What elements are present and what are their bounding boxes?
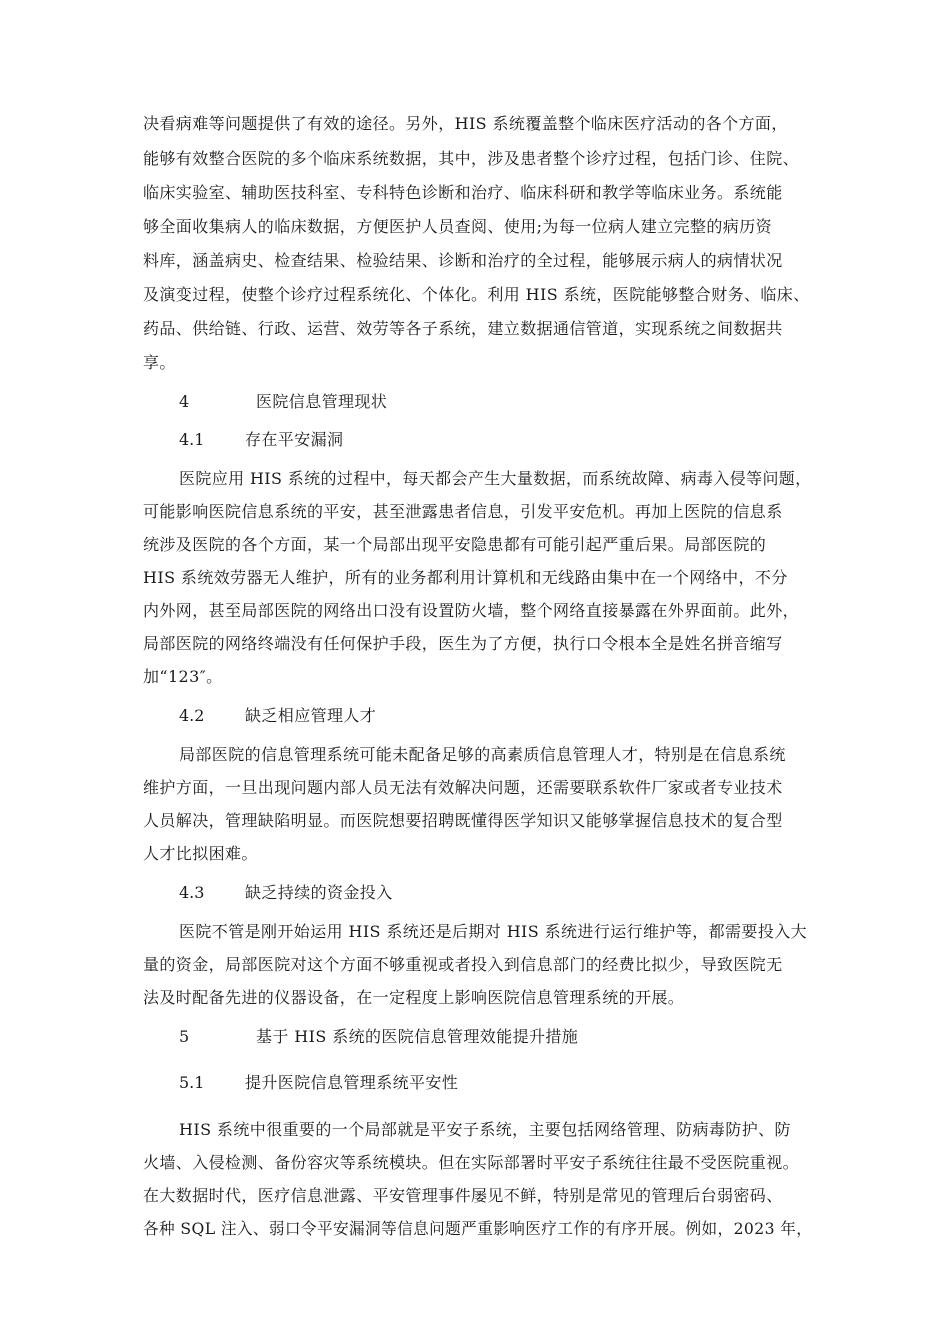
section-title: 存在平安漏洞 <box>245 430 344 449</box>
text-line: 人员解决，管理缺陷明显。而医院想要招聘既懂得医学知识又能够掌握信息技术的复合型 <box>143 811 783 830</box>
text-line: 人才比拟困难。 <box>143 844 258 863</box>
text-line: HIS 系统效劳器无人维护，所有的业务都利用计算机和无线路由集中在一个网络中，不分 <box>143 568 788 587</box>
text-line: 在大数据时代，医疗信息泄露、平安管理事件屡见不鲜，特别是常见的管理后台弱密码、 <box>143 1186 783 1205</box>
text-line: 医院应用 HIS 系统的过程中，每天都会产生大量数据，而系统故障、病毒入侵等问题， <box>179 469 812 488</box>
text-line: HIS 系统中很重要的一个局部就是平安子系统，主要包括网络管理、防病毒防护、防 <box>179 1120 791 1139</box>
section-number: 5 <box>179 1027 190 1046</box>
text-line: 临床实验室、辅助医技科室、专科特色诊断和治疗、临床科研和教学等临床业务。系统能 <box>143 183 783 202</box>
text-line: 够全面收集病人的临床数据，方便医护人员查阅、使用;为每一位病人建立完整的病历资 <box>143 217 772 236</box>
text-line: 法及时配备先进的仪器设备，在一定程度上影响医院信息管理系统的开展。 <box>143 988 685 1007</box>
text-line: 统涉及医院的各个方面，某一个局部出现平安隐患都有可能引起严重后果。局部医院的 <box>143 535 767 554</box>
text-line: 火墙、入侵检测、备份容灾等系统模块。但在实际部署时平安子系统往往最不受医院重视。 <box>143 1153 800 1172</box>
section-number: 4.2 <box>179 706 205 725</box>
section-title: 医院信息管理现状 <box>256 392 388 411</box>
text-line: 能够有效整合医院的多个临床系统数据，其中，涉及患者整个诊疗过程，包括门诊、住院、 <box>143 149 800 168</box>
section-title: 提升医院信息管理系统平安性 <box>245 1073 459 1092</box>
section-number: 4 <box>179 392 190 411</box>
text-line: 维护方面，一旦出现问题内部人员无法有效解决问题，还需要联系软件厂家或者专业技术 <box>143 778 783 797</box>
text-line: 药品、供给链、行政、运营、效劳等各子系统，建立数据通信管道，实现系统之间数据共 <box>143 319 783 338</box>
section-title: 缺乏持续的资金投入 <box>245 883 393 902</box>
text-line: 量的资金，局部医院对这个方面不够重视或者投入到信息部门的经费比拟少，导致医院无 <box>143 955 783 974</box>
text-line: 局部医院的网络终端没有任何保护手段，医生为了方便，执行口令根本全是姓名拼音缩写 <box>143 634 783 653</box>
text-line: 医院不管是刚开始运用 HIS 系统还是后期对 HIS 系统进行运行维护等，都需要投入大 <box>179 922 808 941</box>
text-line: 决看病难等问题提供了有效的途径。另外，HIS 系统覆盖整个临床医疗活动的各个方面， <box>143 114 788 133</box>
section-number: 4.3 <box>179 883 205 902</box>
text-line: 料库，涵盖病史、检查结果、检验结果、诊断和治疗的全过程，能够展示病人的病情状况 <box>143 251 783 270</box>
text-line: 享。 <box>143 353 176 372</box>
section-title: 缺乏相应管理人才 <box>245 706 377 725</box>
text-line: 局部医院的信息管理系统可能未配备足够的高素质信息管理人才，特别是在信息系统 <box>179 745 786 764</box>
text-line: 内外网，甚至局部医院的网络出口没有设置防火墙，整个网络直接暴露在外界面前。此外， <box>143 601 800 620</box>
text-line: 各种 SQL 注入、弱口令平安漏洞等信息问题严重影响医疗工作的有序开展。例如，2023 年， <box>143 1219 813 1238</box>
section-title: 基于 HIS 系统的医院信息管理效能提升措施 <box>256 1027 579 1046</box>
text-line: 可能影响医院信息系统的平安，甚至泄露患者信息，引发平安危机。再加上医院的信息系 <box>143 502 783 521</box>
section-number: 5.1 <box>179 1073 205 1092</box>
text-line: 加“123″。 <box>143 667 223 686</box>
text-line: 及演变过程，使整个诊疗过程系统化、个体化。利用 HIS 系统，医院能够整合财务、临床、 <box>143 285 810 304</box>
section-number: 4.1 <box>179 430 205 449</box>
